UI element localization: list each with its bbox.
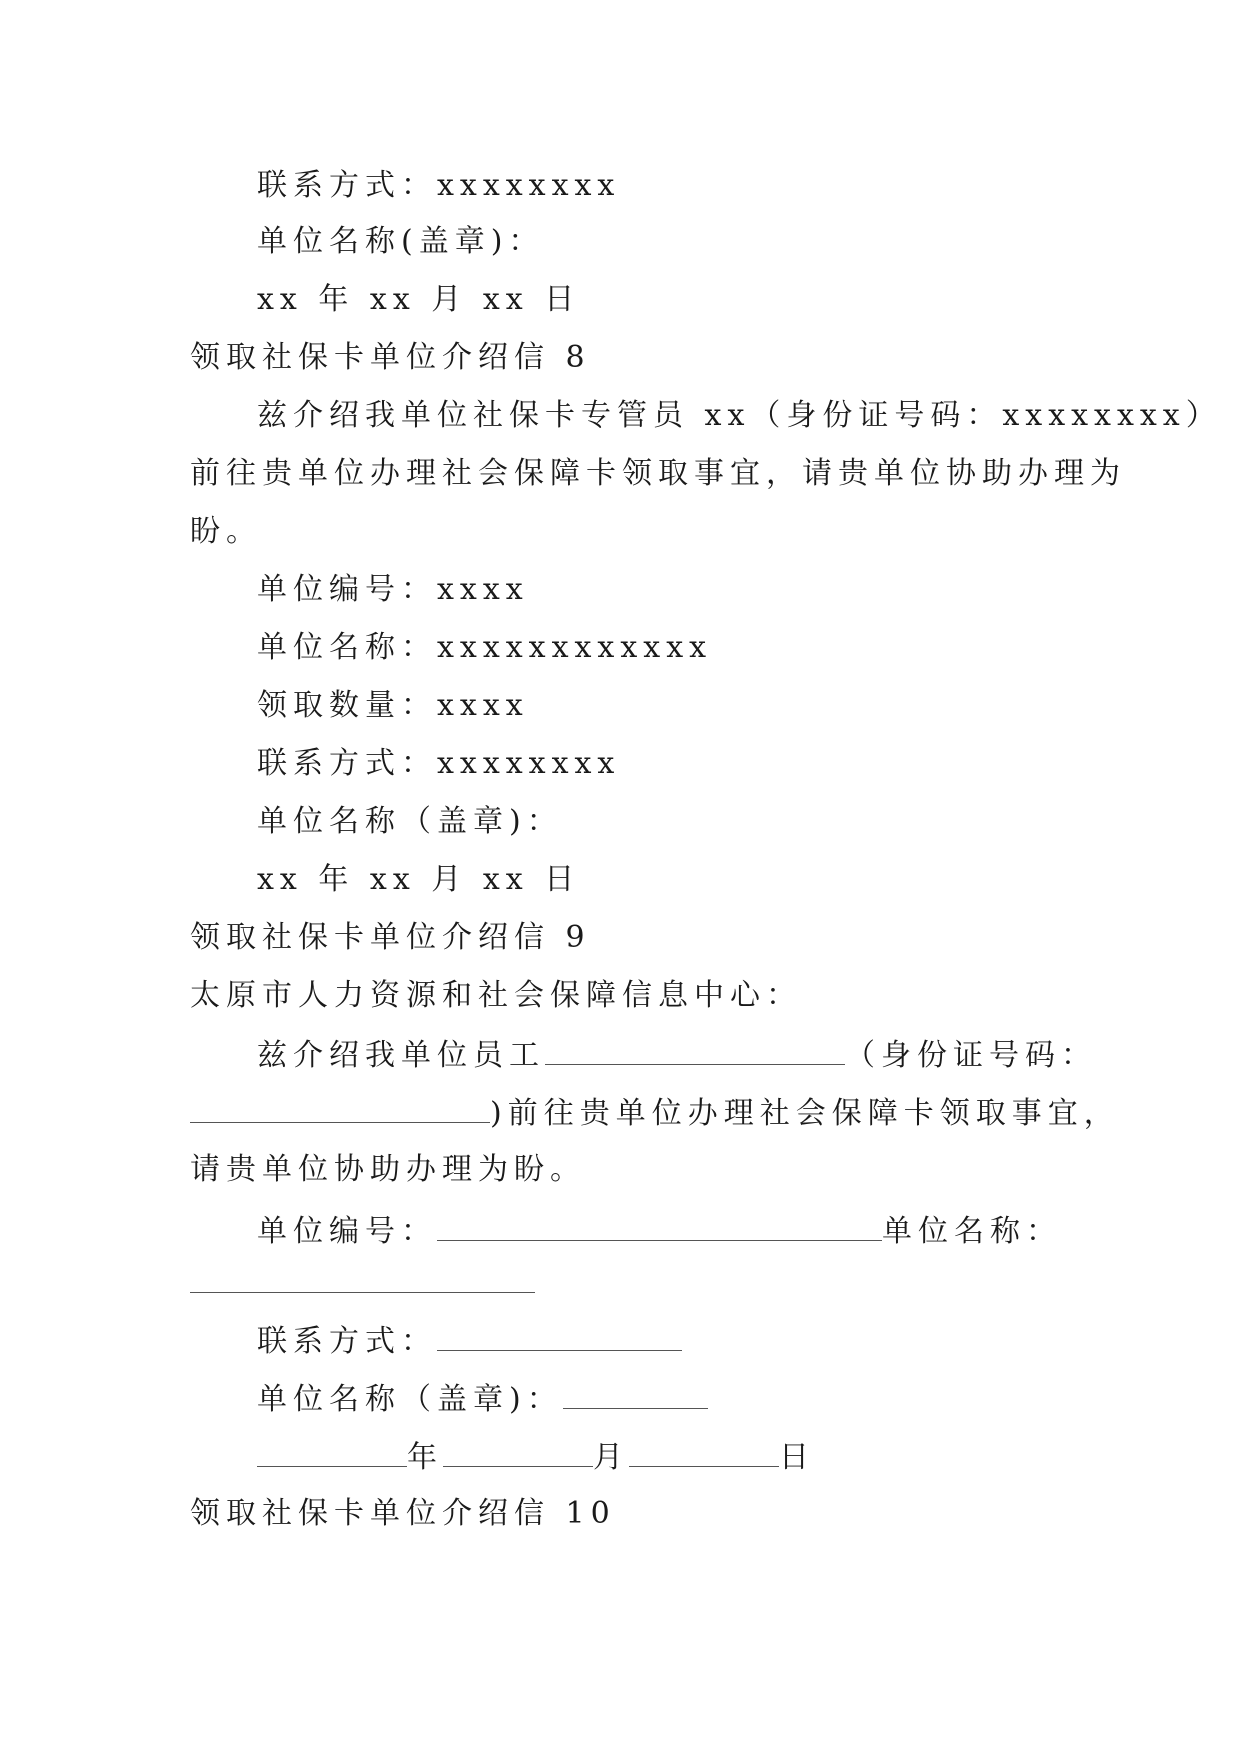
letter-9-unit-name-line	[190, 1262, 535, 1304]
letter-10-title: 领取社保卡单位介绍信 10	[190, 1496, 616, 1531]
letter-8-body-line-2: 前往贵单位办理社会保障卡领取事宜，请贵单位协助办理为	[190, 456, 1126, 491]
letter-9-body-line-2	[190, 1092, 1120, 1134]
letter-8-quantity: 领取数量：xxxx	[257, 688, 529, 723]
contact-label: 联系方式：	[257, 1324, 437, 1359]
letter-9-unit-number-line	[257, 1210, 1062, 1252]
id-number-blank	[190, 1092, 490, 1123]
letter-8-unit-number: 单位编号：xxxx	[257, 572, 529, 607]
letter-9-seal-line	[257, 1378, 708, 1420]
employee-name-blank	[545, 1034, 845, 1065]
letter-8-unit-seal: 单位名称（盖章)：	[257, 804, 563, 839]
day-blank	[629, 1436, 779, 1467]
intro-text: 兹介绍我单位员工	[257, 1038, 545, 1073]
month-label: 月	[593, 1440, 629, 1475]
letter-8-body-line-3: 盼。	[190, 514, 262, 549]
letter-8-date: xx 年 xx 月 xx 日	[257, 862, 581, 897]
letter-8-title: 领取社保卡单位介绍信 8	[190, 340, 591, 375]
letter-9-intro-line	[257, 1034, 1097, 1076]
letter-8-unit-name: 单位名称：xxxxxxxxxxxx	[257, 630, 713, 665]
year-blank	[257, 1436, 407, 1467]
letter-8-contact: 联系方式：xxxxxxxx	[257, 746, 621, 781]
unit-name-label: 单位名称：	[882, 1214, 1062, 1249]
unit-name-blank	[190, 1262, 535, 1293]
unit-number-label: 单位编号：	[257, 1214, 437, 1249]
body-text: )前往贵单位办理社会保障卡领取事宜，	[490, 1096, 1120, 1131]
id-label: （身份证号码：	[845, 1038, 1097, 1073]
year-label: 年	[407, 1440, 443, 1475]
seal-blank	[563, 1378, 708, 1409]
letter-9-contact-line	[257, 1320, 682, 1362]
unit-seal-line: 单位名称(盖章)：	[257, 224, 545, 259]
contact-blank	[437, 1320, 682, 1351]
contact-line: 联系方式：xxxxxxxx	[257, 168, 621, 203]
letter-9-title: 领取社保卡单位介绍信 9	[190, 920, 591, 955]
day-label: 日	[779, 1440, 815, 1475]
letter-9-body-line-3: 请贵单位协助办理为盼。	[190, 1152, 586, 1187]
date-line: xx 年 xx 月 xx 日	[257, 282, 581, 317]
unit-number-blank	[437, 1210, 882, 1241]
seal-label: 单位名称（盖章)：	[257, 1382, 563, 1417]
letter-9-addressee: 太原市人力资源和社会保障信息中心：	[190, 978, 802, 1013]
letter-8-body-line-1: 兹介绍我单位社保卡专管员 xx（身份证号码：xxxxxxxx）	[257, 398, 1222, 433]
letter-9-date-line	[257, 1436, 815, 1478]
month-blank	[443, 1436, 593, 1467]
